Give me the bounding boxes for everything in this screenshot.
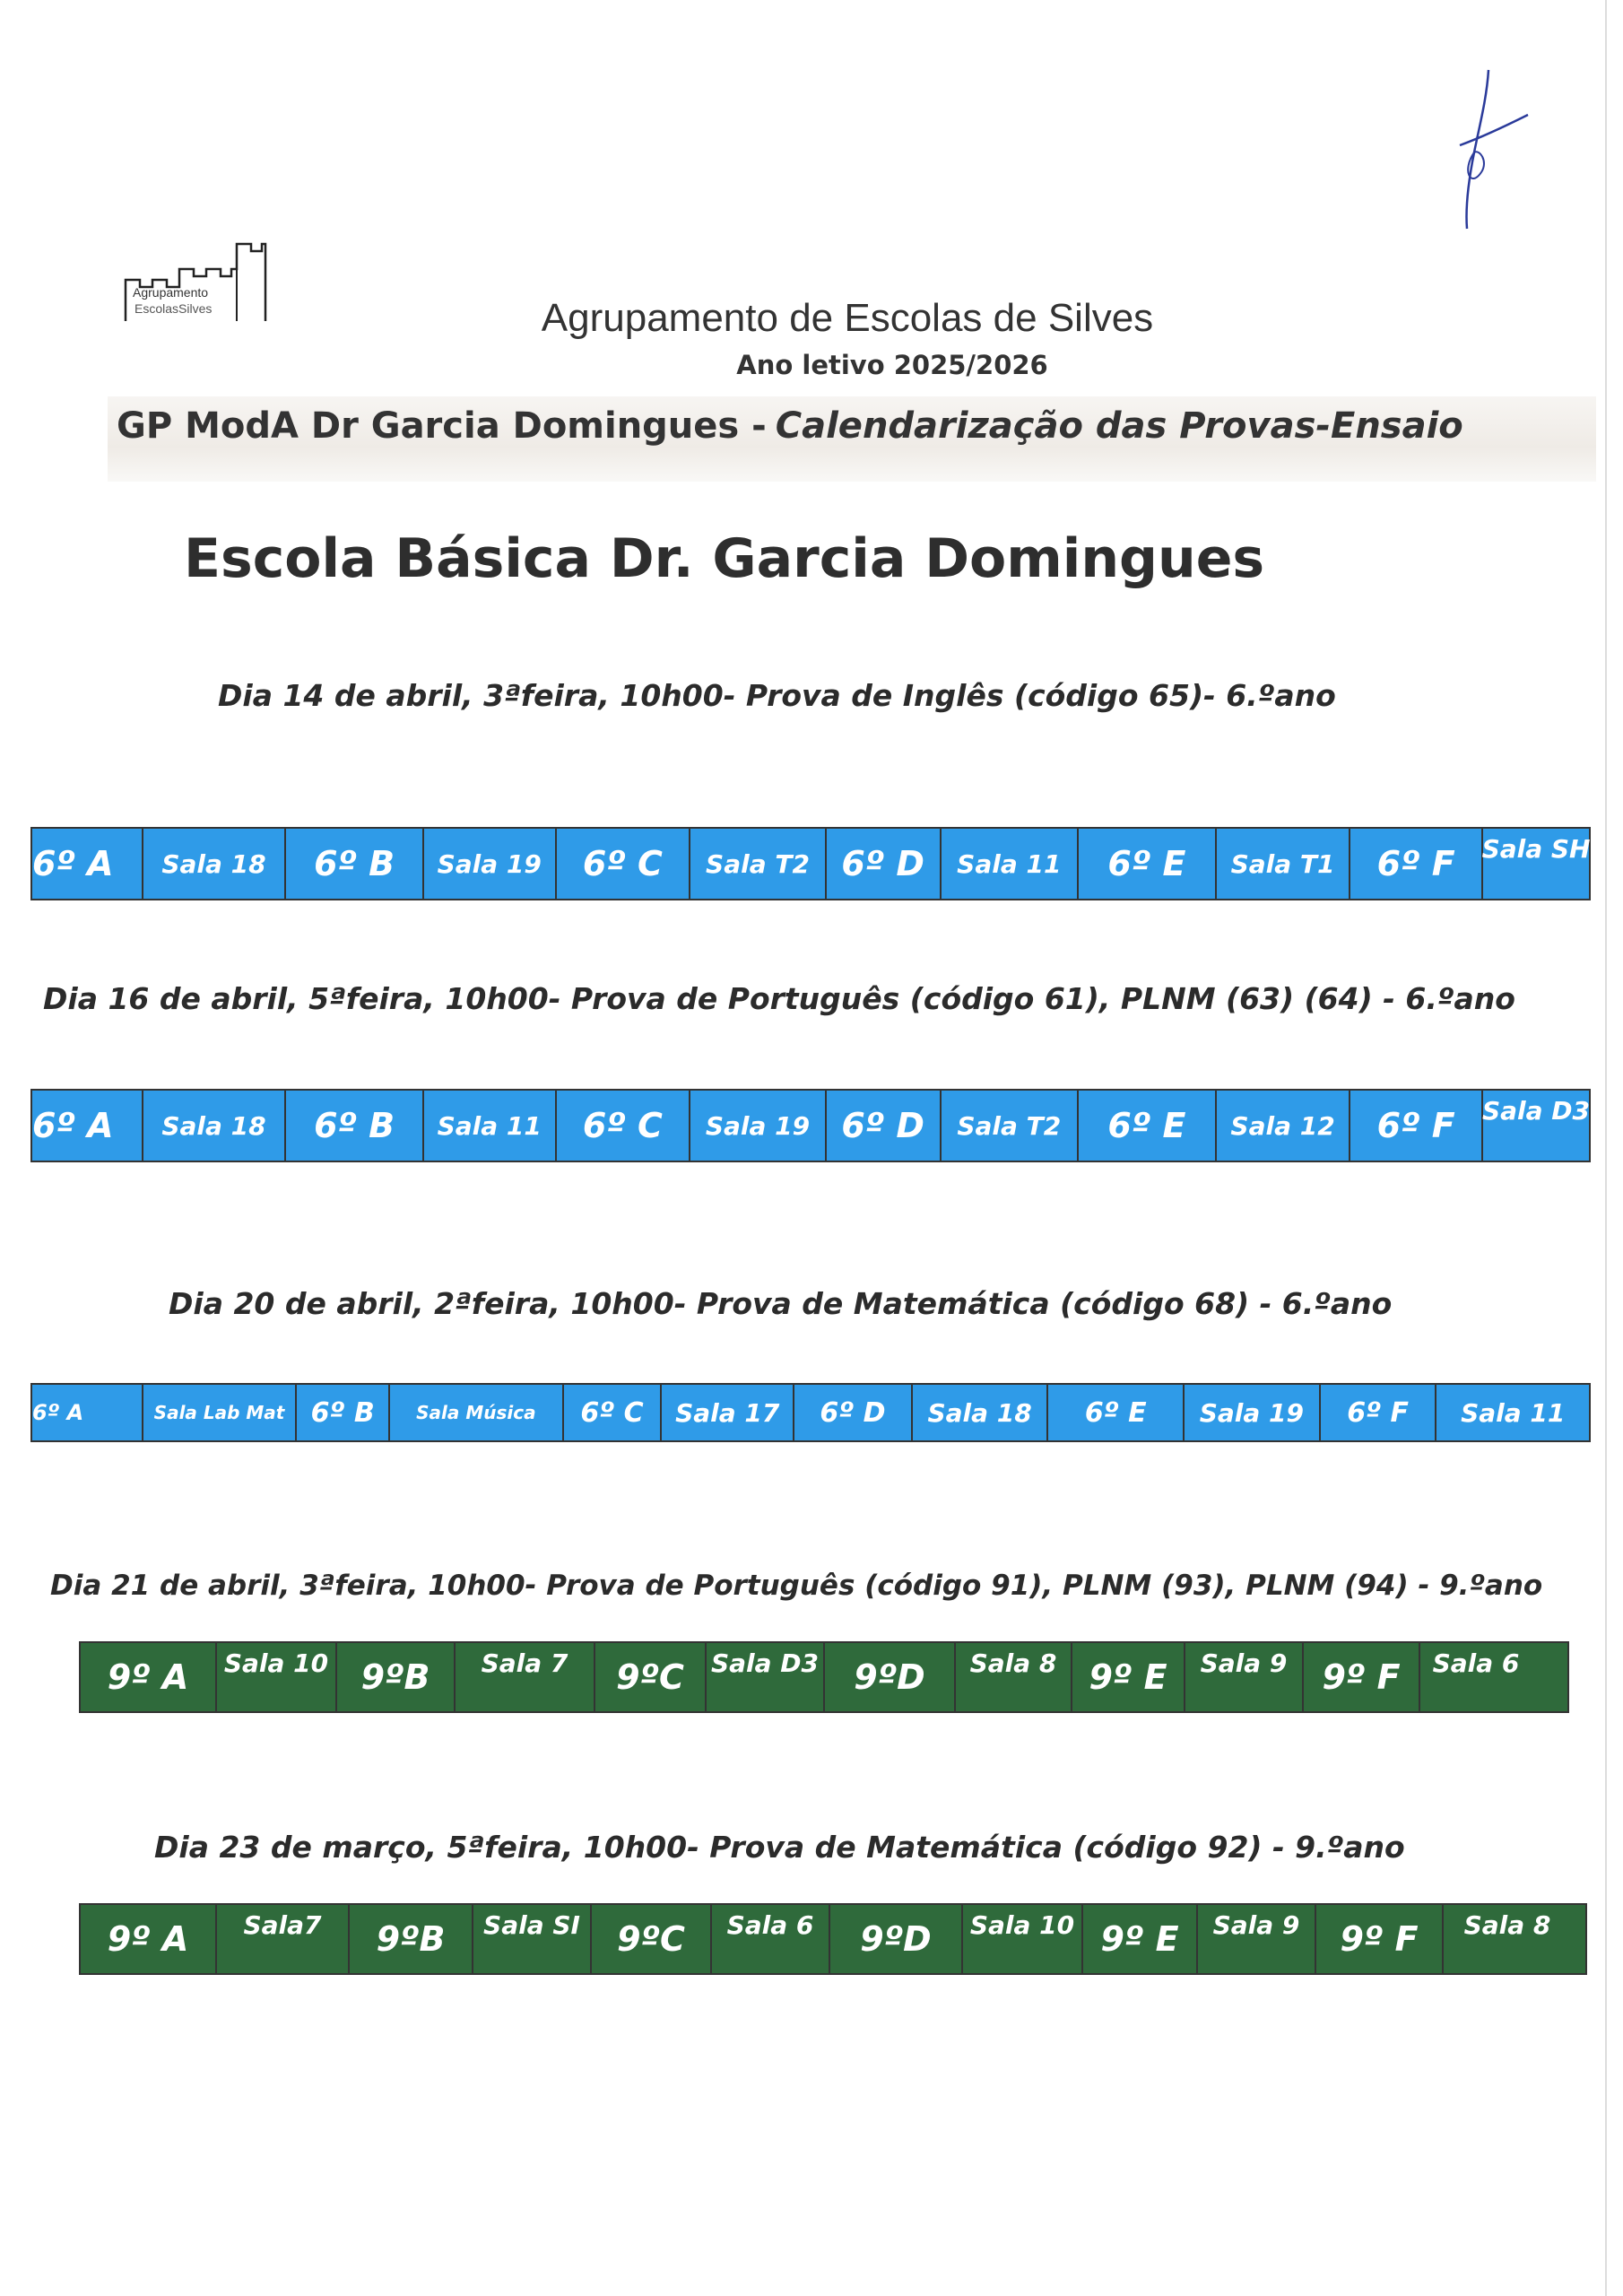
class-cell: 6º A [32, 1091, 143, 1161]
room-cell: Sala Lab Mat [143, 1385, 298, 1440]
class-cell: 9ºD [825, 1643, 956, 1711]
class-cell: 9ºB [350, 1905, 473, 1973]
class-cell: 6º E [1048, 1385, 1185, 1440]
room-cell: Sala 19 [424, 829, 557, 899]
exam-heading-english-6: Dia 14 de abril, 3ªfeira, 10h00- Prova de Inglês (código 65)- 6.ºano [218, 678, 1336, 713]
room-row-portuguese-6 [30, 1089, 1591, 1162]
banner-title [117, 405, 1463, 447]
class-cell: 6º F [1350, 1091, 1483, 1161]
room-cell: Sala D3 [707, 1643, 825, 1711]
room-cell: Sala 11 [942, 829, 1080, 899]
banner-title-prefix: GP ModA Dr Garcia Domingues - [117, 405, 767, 447]
class-cell: 6º A [32, 829, 143, 899]
room-cell: Sala 6 [712, 1905, 830, 1973]
room-row-english-6 [30, 827, 1591, 900]
room-row-math-9 [79, 1903, 1587, 1975]
room-cell: Sala 11 [1461, 1397, 1566, 1428]
room-cell: Sala 10 [217, 1643, 337, 1711]
exam-heading-portuguese-9: Dia 21 de abril, 3ªfeira, 10h00- Prova de Português (código 91), PLNM (93), PLNM (94) - 9.ºano [50, 1570, 1543, 1602]
room-cell: Sala T1 [1217, 829, 1351, 899]
class-cell: 9º A [81, 1905, 217, 1973]
class-cell: 9º E [1083, 1905, 1198, 1973]
room-row-portuguese-9 [79, 1641, 1569, 1713]
class-cell: 6º E [1079, 829, 1217, 899]
room-cell: Sala 18 [143, 829, 287, 899]
room-cell: Sala 6 [1432, 1648, 1520, 1678]
class-cell: 9º F [1316, 1905, 1444, 1973]
room-cell: Sala 9 [1198, 1905, 1316, 1973]
exam-heading-portuguese-6: Dia 16 de abril, 5ªfeira, 10h00- Prova de Português (código 61), PLNM (63) (64) - 6.ºano [43, 981, 1515, 1016]
class-cell: 9º E [1072, 1643, 1185, 1711]
room-cell: Sala T2 [690, 829, 827, 899]
class-cell: 9º A [81, 1643, 217, 1711]
class-cell: 6º F [1321, 1385, 1437, 1440]
class-cell: 9º F [1304, 1643, 1420, 1711]
class-cell: 6º E [1079, 1091, 1217, 1161]
page-edge-shadow [1605, 0, 1607, 2296]
room-cell: Sala 18 [913, 1385, 1049, 1440]
exam-heading-math-9: Dia 23 de março, 5ªfeira, 10h00- Prova de Matemática (código 92) - 9.ºano [154, 1830, 1405, 1865]
room-cell: Sala7 [217, 1905, 350, 1973]
class-cell: 9ºD [830, 1905, 963, 1973]
room-cell: Sala SH [1481, 834, 1591, 864]
exam-heading-math-6: Dia 20 de abril, 2ªfeira, 10h00- Prova de Matemática (código 68) - 6.ºano [169, 1286, 1393, 1321]
room-cell: Sala 10 [963, 1905, 1083, 1973]
room-row-math-6 [30, 1383, 1591, 1442]
banner-title-italic: Calendarização das Provas-Ensaio [775, 405, 1463, 447]
room-cell: Sala D3 [1482, 1096, 1591, 1126]
room-cell: Sala 7 [456, 1643, 595, 1711]
school-name-heading: Escola Básica Dr. Garcia Domingues [184, 527, 1265, 590]
class-cell: 6º C [557, 829, 691, 899]
room-cell: Sala 8 [956, 1643, 1072, 1711]
organization-title: Agrupamento de Escolas de Silves [541, 296, 1154, 340]
room-cell: Sala 17 [662, 1385, 794, 1440]
room-cell: Sala 11 [424, 1091, 557, 1161]
room-cell: Sala 19 [690, 1091, 827, 1161]
class-cell: 6º F [1350, 829, 1483, 899]
room-cell: Sala 19 [1185, 1385, 1321, 1440]
school-year: Ano letivo 2025/2026 [736, 350, 1048, 380]
room-cell: Sala SI [473, 1905, 592, 1973]
class-cell: 6º C [564, 1385, 663, 1440]
class-cell: 6º B [297, 1385, 390, 1440]
room-cell: Sala 18 [143, 1091, 287, 1161]
class-cell: 6º A [32, 1385, 143, 1440]
class-cell: 6º B [286, 1091, 424, 1161]
room-cell: Sala T2 [942, 1091, 1080, 1161]
class-cell: 9ºC [592, 1905, 712, 1973]
class-cell: 9ºC [595, 1643, 707, 1711]
class-cell: 6º D [827, 829, 942, 899]
room-cell: Sala 9 [1185, 1643, 1304, 1711]
class-cell: 6º C [557, 1091, 691, 1161]
class-cell: 6º B [286, 829, 424, 899]
logo-text-top: Agrupamento [133, 285, 209, 300]
handwritten-signature [1435, 63, 1542, 242]
room-cell: Sala Música [390, 1385, 564, 1440]
class-cell: 6º D [794, 1385, 913, 1440]
logo-text-bottom: EscolasSilves [135, 301, 213, 316]
room-cell: Sala 8 [1463, 1910, 1551, 1940]
room-cell: Sala 12 [1217, 1091, 1351, 1161]
class-cell: 6º D [827, 1091, 942, 1161]
class-cell: 9ºB [337, 1643, 456, 1711]
